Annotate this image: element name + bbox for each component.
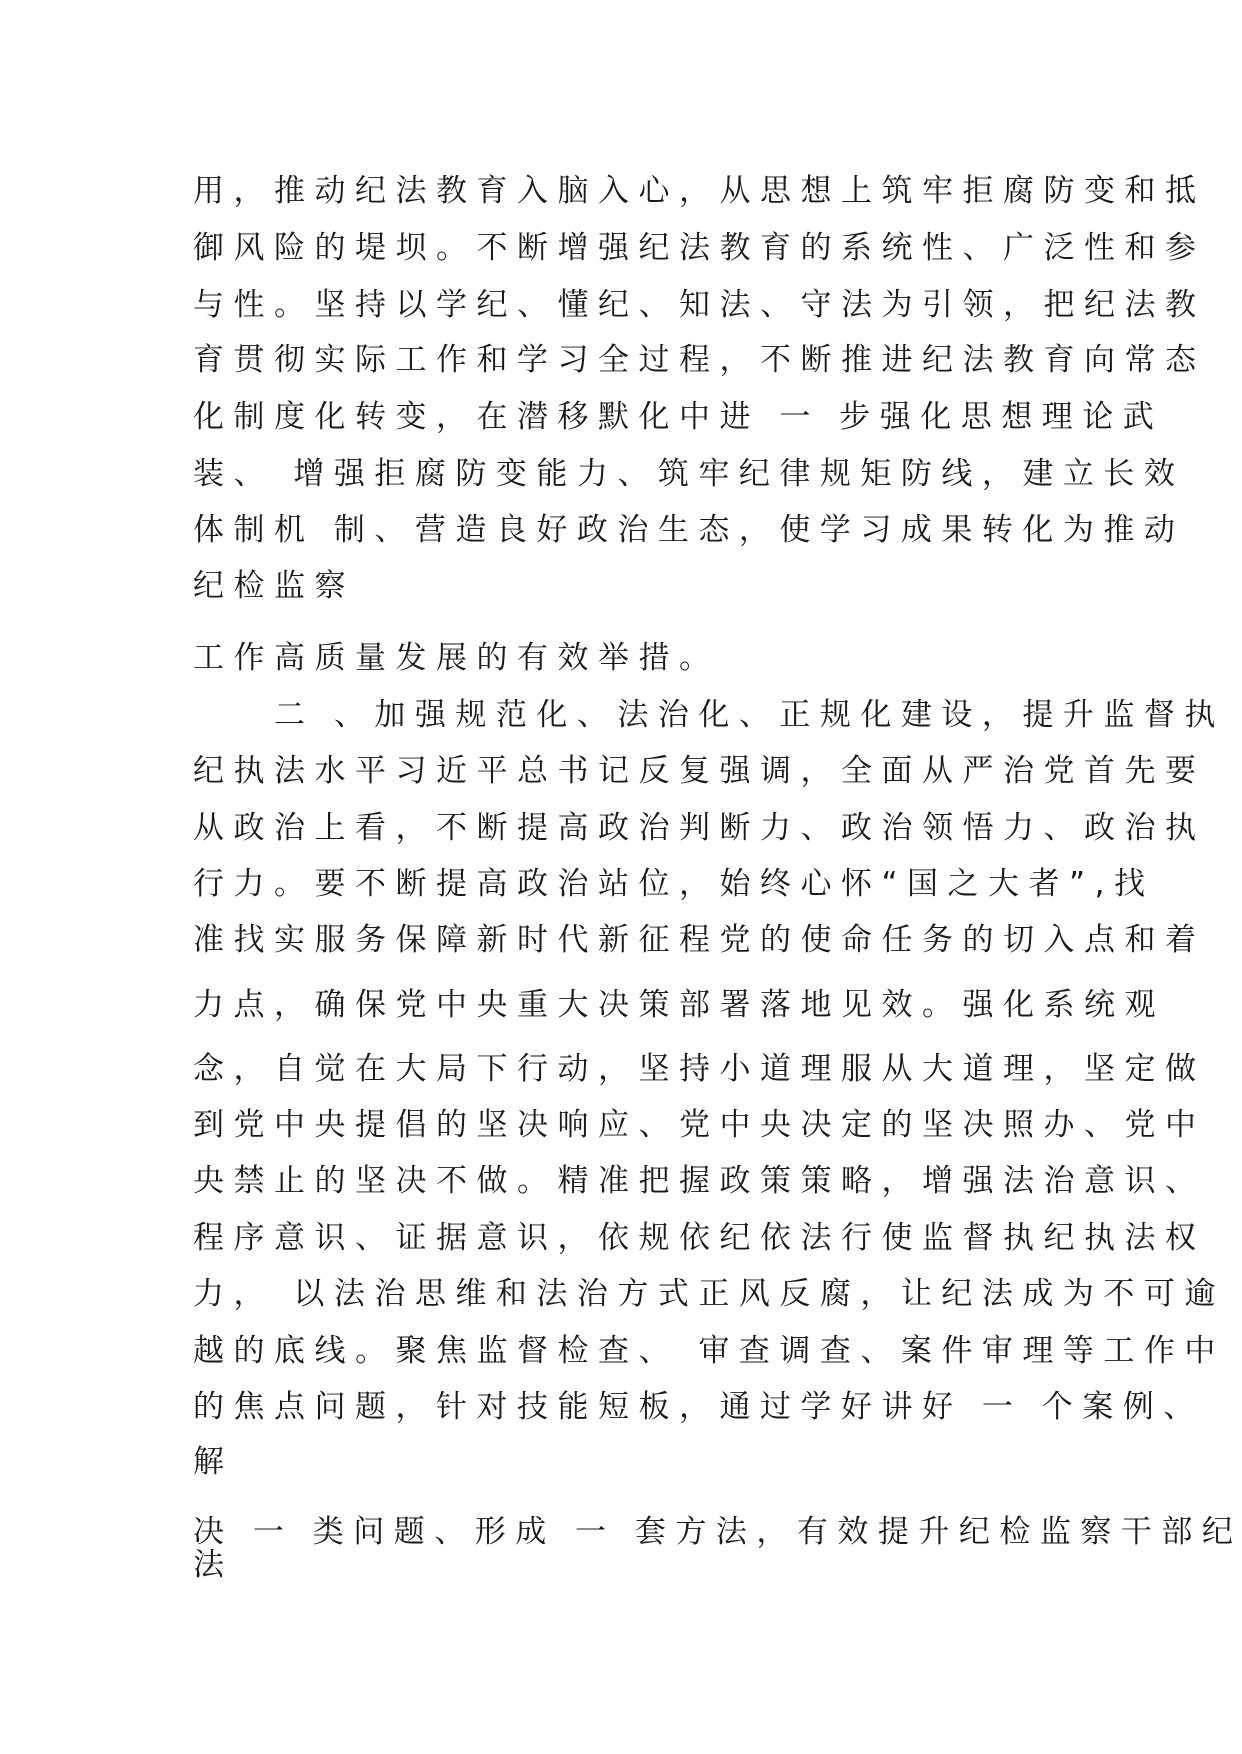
- text-line: 的焦点问题，针对技能短板，通过学好讲好 一 个案例、: [193, 1389, 1204, 1425]
- text-line: 念，自觉在大局下行动，坚持小道理服从大道理，坚定做: [193, 1051, 1206, 1087]
- text-line: 装、 增强拒腐防变能力、筑牢纪律规矩防线，建立长效: [193, 456, 1185, 492]
- text-line: 力点，确保党中央重大决策部署落地见效。强化系统观: [193, 987, 1165, 1023]
- text-line: 力， 以法治思维和法治方式正风反腐，让纪法成为不可逾: [193, 1276, 1225, 1312]
- text-line: 用，推动纪法教育入脑入心，从思想上筑牢拒腐防变和抵: [193, 173, 1206, 209]
- text-line: 央禁止的坚决不做。精准把握政策策略，增强法治意识、: [193, 1163, 1206, 1199]
- text-line: 化制度化转变，在潜移默化中进 一 步强化思想理论武: [193, 399, 1164, 435]
- text-line: 准找实服务保障新时代新征程党的使命任务的切入点和着: [193, 922, 1206, 958]
- text-line: 决 一 类问题、形成 一 套方法，有效提升纪检监察干部纪: [193, 1514, 1242, 1550]
- text-line: 与性。坚持以学纪、懂纪、知法、守法为引领，把纪法教: [193, 287, 1206, 323]
- text-line: 从政治上看，不断提高政治判断力、政治领悟力、政治执: [193, 810, 1206, 846]
- text-line: 体制机 制、营造良好政治生态，使学习成果转化为推动: [193, 512, 1185, 548]
- text-line: 纪检监察: [193, 568, 355, 604]
- text-line: 行力。要不断提高政治站位，始终心怀“国之大者”,找: [193, 866, 1155, 902]
- text-line: 工作高质量发展的有效举措。: [193, 640, 720, 676]
- text-line: 到党中央提倡的坚决响应、党中央决定的坚决照办、党中: [193, 1107, 1206, 1143]
- section-heading: 二 、加强规范化、法治化、正规化建设，提升监督执: [193, 697, 1225, 733]
- text-line: 育贯彻实际工作和学习全过程，不断推进纪法教育向常态: [193, 342, 1206, 378]
- text-line: 程序意识、证据意识，依规依纪依法行使监督执纪执法权: [193, 1220, 1206, 1256]
- text-line: 法: [193, 1547, 234, 1583]
- text-line: 越的底线。聚焦监督检查、 审查调查、案件审理等工作中: [193, 1333, 1225, 1369]
- text-line: 解: [193, 1444, 234, 1480]
- text-line: 御风险的堤坝。不断增强纪法教育的系统性、广泛性和参: [193, 230, 1206, 266]
- text-line: 纪执法水平习近平总书记反复强调，全面从严治党首先要: [193, 753, 1206, 789]
